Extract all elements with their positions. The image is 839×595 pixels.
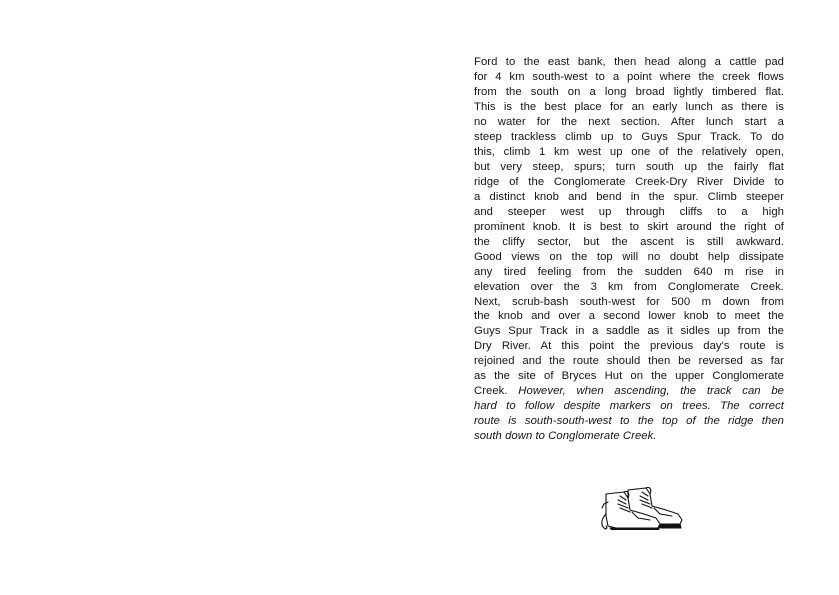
body-text (474, 55, 784, 444)
text-line: Guys Spur Track in a saddle as it sidles up from the (474, 325, 784, 338)
text-line: as the site of Bryces Hut on the upper Conglomerate (474, 370, 784, 383)
text-line: prominent knob. It is best to skirt around the right of (474, 220, 784, 233)
text-line: the cliffy sector, but the ascent is still awkward. (474, 235, 784, 248)
hiking-boots-icon (598, 484, 684, 530)
text-fragment: Creek. (474, 385, 519, 398)
text-line: for 4 km south-west to a point where the creek flows (474, 70, 784, 83)
italic-fragment: However, when ascending, the track can be (518, 385, 785, 398)
italic-text-line: hard to follow despite markers on trees. The correct (474, 400, 784, 413)
text-line: this, climb 1 km west up one of the relatively open, (474, 145, 784, 158)
text-line: from the south on a long broad lightly timbered flat. (474, 85, 784, 98)
text-line-mixed (474, 384, 784, 399)
italic-text-line: south down to Conglomerate Creek. (474, 430, 657, 443)
text-line: Dry River. At this point the previous day's route is (474, 340, 784, 353)
text-line: elevation over the 3 km from Conglomerate Creek. (474, 280, 784, 293)
text-line: any tired feeling from the sudden 640 m rise in (474, 265, 784, 278)
text-line: the knob and over a second lower knob to meet the (474, 310, 784, 323)
text-line: This is the best place for an early lunch as there is (474, 100, 784, 113)
text-line: steep trackless climb up to Guys Spur Track. To do (474, 130, 784, 143)
text-line: rejoined and the route should then be reversed as far (474, 355, 784, 368)
text-line: no water for the next section. After lunch start a (474, 115, 784, 128)
text-line: Good views on the top will no doubt help dissipate (474, 250, 784, 263)
text-line: and steeper west up through cliffs to a high (474, 205, 784, 218)
text-line: a distinct knob and bend in the spur. Climb steeper (474, 190, 784, 203)
text-line: but very steep, spurs; turn south up the fairly flat (474, 160, 784, 173)
text-line: Ford to the east bank, then head along a cattle pad (474, 56, 784, 68)
text-line: ridge of the Conglomerate Creek-Dry River Divide to (474, 175, 784, 188)
text-line: Next, scrub-bash south-west for 500 m down from (474, 295, 784, 308)
italic-text-line: route is south-south-west to the top of the ridge then (474, 415, 784, 428)
